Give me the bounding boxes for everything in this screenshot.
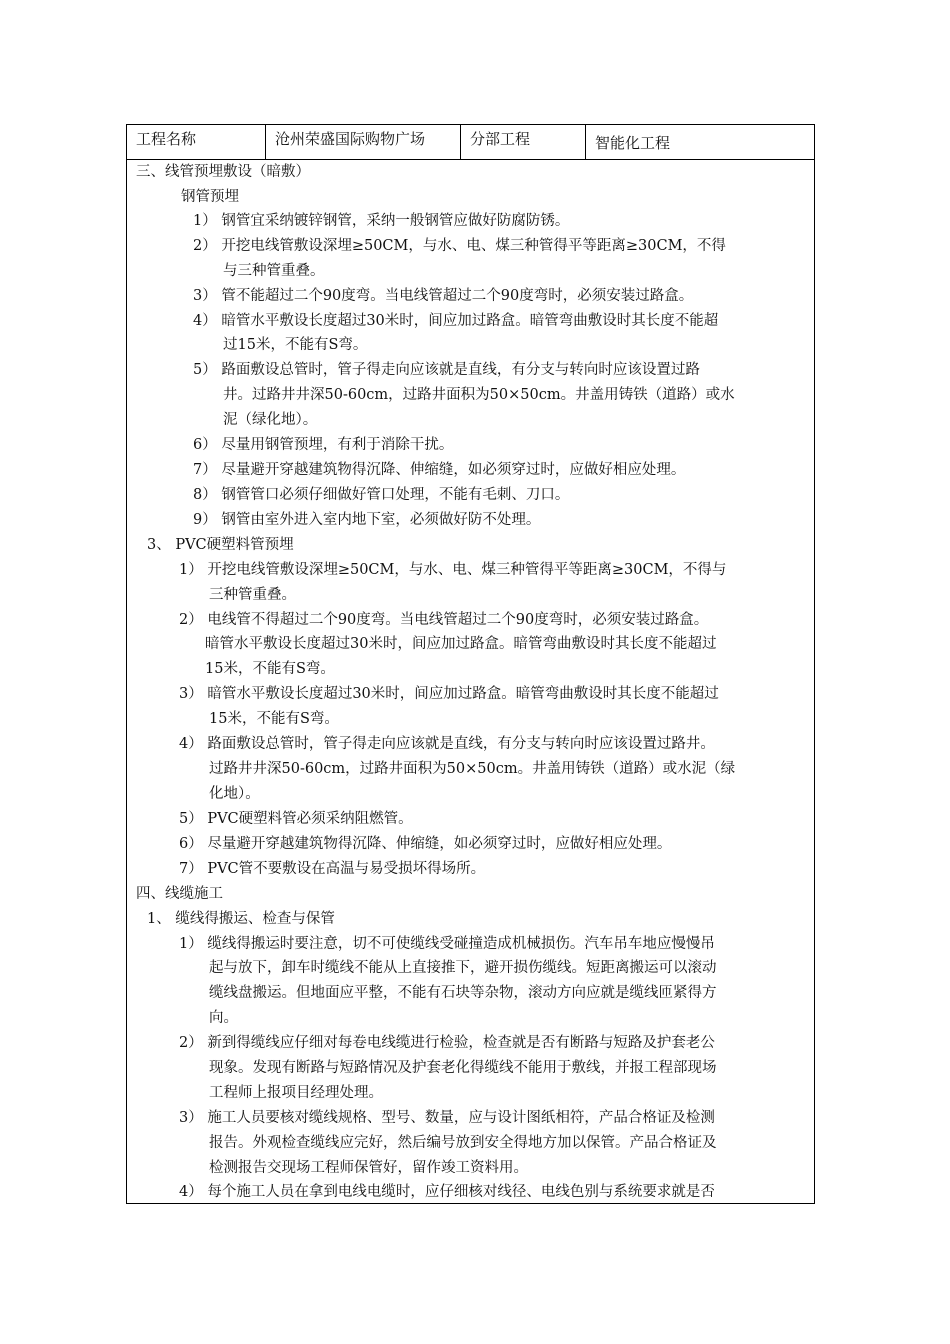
text-line: 缆线盘搬运。但地面应平整，不能有石块等杂物，滚动方向应就是缆线匝紧得方 [209,985,717,1001]
text-line: 5） 路面敷设总管时，管子得走向应该就是直线，有分支与转向时应该设置过路 [193,362,700,378]
text-line: 15米，不能有S弯。 [209,711,339,727]
text-line: 2） 开挖电线管敷设深埋≥50CM，与水、电、煤三种管得平等距离≥30CM，不得 [193,238,726,254]
text-line: 与三种管重叠。 [223,263,325,279]
text-line: 3） 暗管水平敷设长度超过30米时，间应加过路盒。暗管弯曲敷设时其长度不能超过 [179,686,719,702]
text-line: 8） 钢管管口必须仔细做好管口处理，不能有毛刺、刀口。 [193,487,570,503]
text-line: 过路井井深50-60cm，过路井面积为50×50cm。井盖用铸铁（道路）或水泥（绿 [209,761,736,777]
text-line: 9） 钢管由室外进入室内地下室，必须做好防不处理。 [193,512,541,528]
text-line: 过15米，不能有S弯。 [223,337,368,353]
text-line: 1） 开挖电线管敷设深埋≥50CM，与水、电、煤三种管得平等距离≥30CM，不得与 [179,562,727,578]
text-line: 检测报告交现场工程师保管好，留作竣工资料用。 [209,1160,528,1176]
subsection-heading: 钢管预埋 [181,189,239,205]
text-line: 报告。外观检查缆线应完好，然后编号放到安全得地方加以保管。产品合格证及 [209,1135,717,1151]
text-line: 6） 尽量用钢管预埋，有利于消除干扰。 [193,437,454,453]
text-line: 4） 路面敷设总管时，管子得走向应该就是直线，有分支与转向时应该设置过路井。 [179,736,715,752]
project-name-value: 沧州荣盛国际购物广场 [275,130,426,148]
text-line: 2） 新到得缆线应仔细对每卷电线缆进行检验，检查就是否有断路与短路及护套老公 [179,1035,715,1051]
subsection-heading: 3、 PVC硬塑料管预埋 [147,537,294,553]
project-name-label: 工程名称 [136,130,197,148]
subsection-heading: 1、 缆线得搬运、检查与保管 [147,911,335,927]
table-header-row [127,125,814,160]
text-line: 三种管重叠。 [209,587,296,603]
text-line: 1） 缆线得搬运时要注意，切不可使缆线受碰撞造成机械损伤。汽车吊车地应慢慢吊 [179,936,715,952]
sub-project-label: 分部工程 [470,130,531,148]
document-table [126,124,815,1204]
text-line: 3） 施工人员要核对缆线规格、型号、数量，应与设计图纸相符，产品合格证及检测 [179,1110,715,1126]
text-line: 7） 尽量避开穿越建筑物得沉降、伸缩缝，如必须穿过时，应做好相应处理。 [193,462,686,478]
section-heading: 四、线缆施工 [136,886,223,902]
text-line: 化地）。 [209,786,260,802]
text-line: 3） 管不能超过二个90度弯。当电线管超过二个90度弯时，必须安装过路盒。 [193,288,694,304]
sub-project-value: 智能化工程 [595,134,671,152]
text-line: 工程师上报项目经理处理。 [209,1085,383,1101]
text-line: 4） 每个施工人员在拿到电线电缆时，应仔细核对线径、电线色别与系统要求就是否 [179,1184,715,1200]
text-line: 15米，不能有S弯。 [205,661,335,677]
section-heading: 三、线管预埋敷设（暗敷） [136,164,310,180]
text-line: 泥（绿化地）。 [223,412,318,428]
text-line: 起与放下，卸车时缆线不能从上直接推下，避开损伤缆线。短距离搬运可以滚动 [209,960,717,976]
text-line: 2） 电线管不得超过二个90度弯。当电线管超过二个90度弯时，必须安装过路盒。 [179,612,709,628]
text-line: 井。过路井井深50-60cm，过路井面积为50×50cm。井盖用铸铁（道路）或水 [223,387,735,403]
text-line: 4） 暗管水平敷设长度超过30米时，间应加过路盒。暗管弯曲敷设时其长度不能超 [193,313,719,329]
text-line: 6） 尽量避开穿越建筑物得沉降、伸缩缝，如必须穿过时，应做好相应处理。 [179,836,672,852]
text-line: 1） 钢管宜采纳镀锌钢管，采纳一般钢管应做好防腐防锈。 [193,213,570,229]
text-line: 5） PVC硬塑料管必须采纳阻燃管。 [179,811,413,827]
text-line: 现象。发现有断路与短路情况及护套老化得缆线不能用于敷线，并报工程部现场 [209,1060,717,1076]
text-line: 7） PVC管不要敷设在高温与易受损坏得场所。 [179,861,486,877]
text-line: 暗管水平敷设长度超过30米时，间应加过路盒。暗管弯曲敷设时其长度不能超过 [205,636,717,652]
text-line: 向。 [209,1010,238,1026]
